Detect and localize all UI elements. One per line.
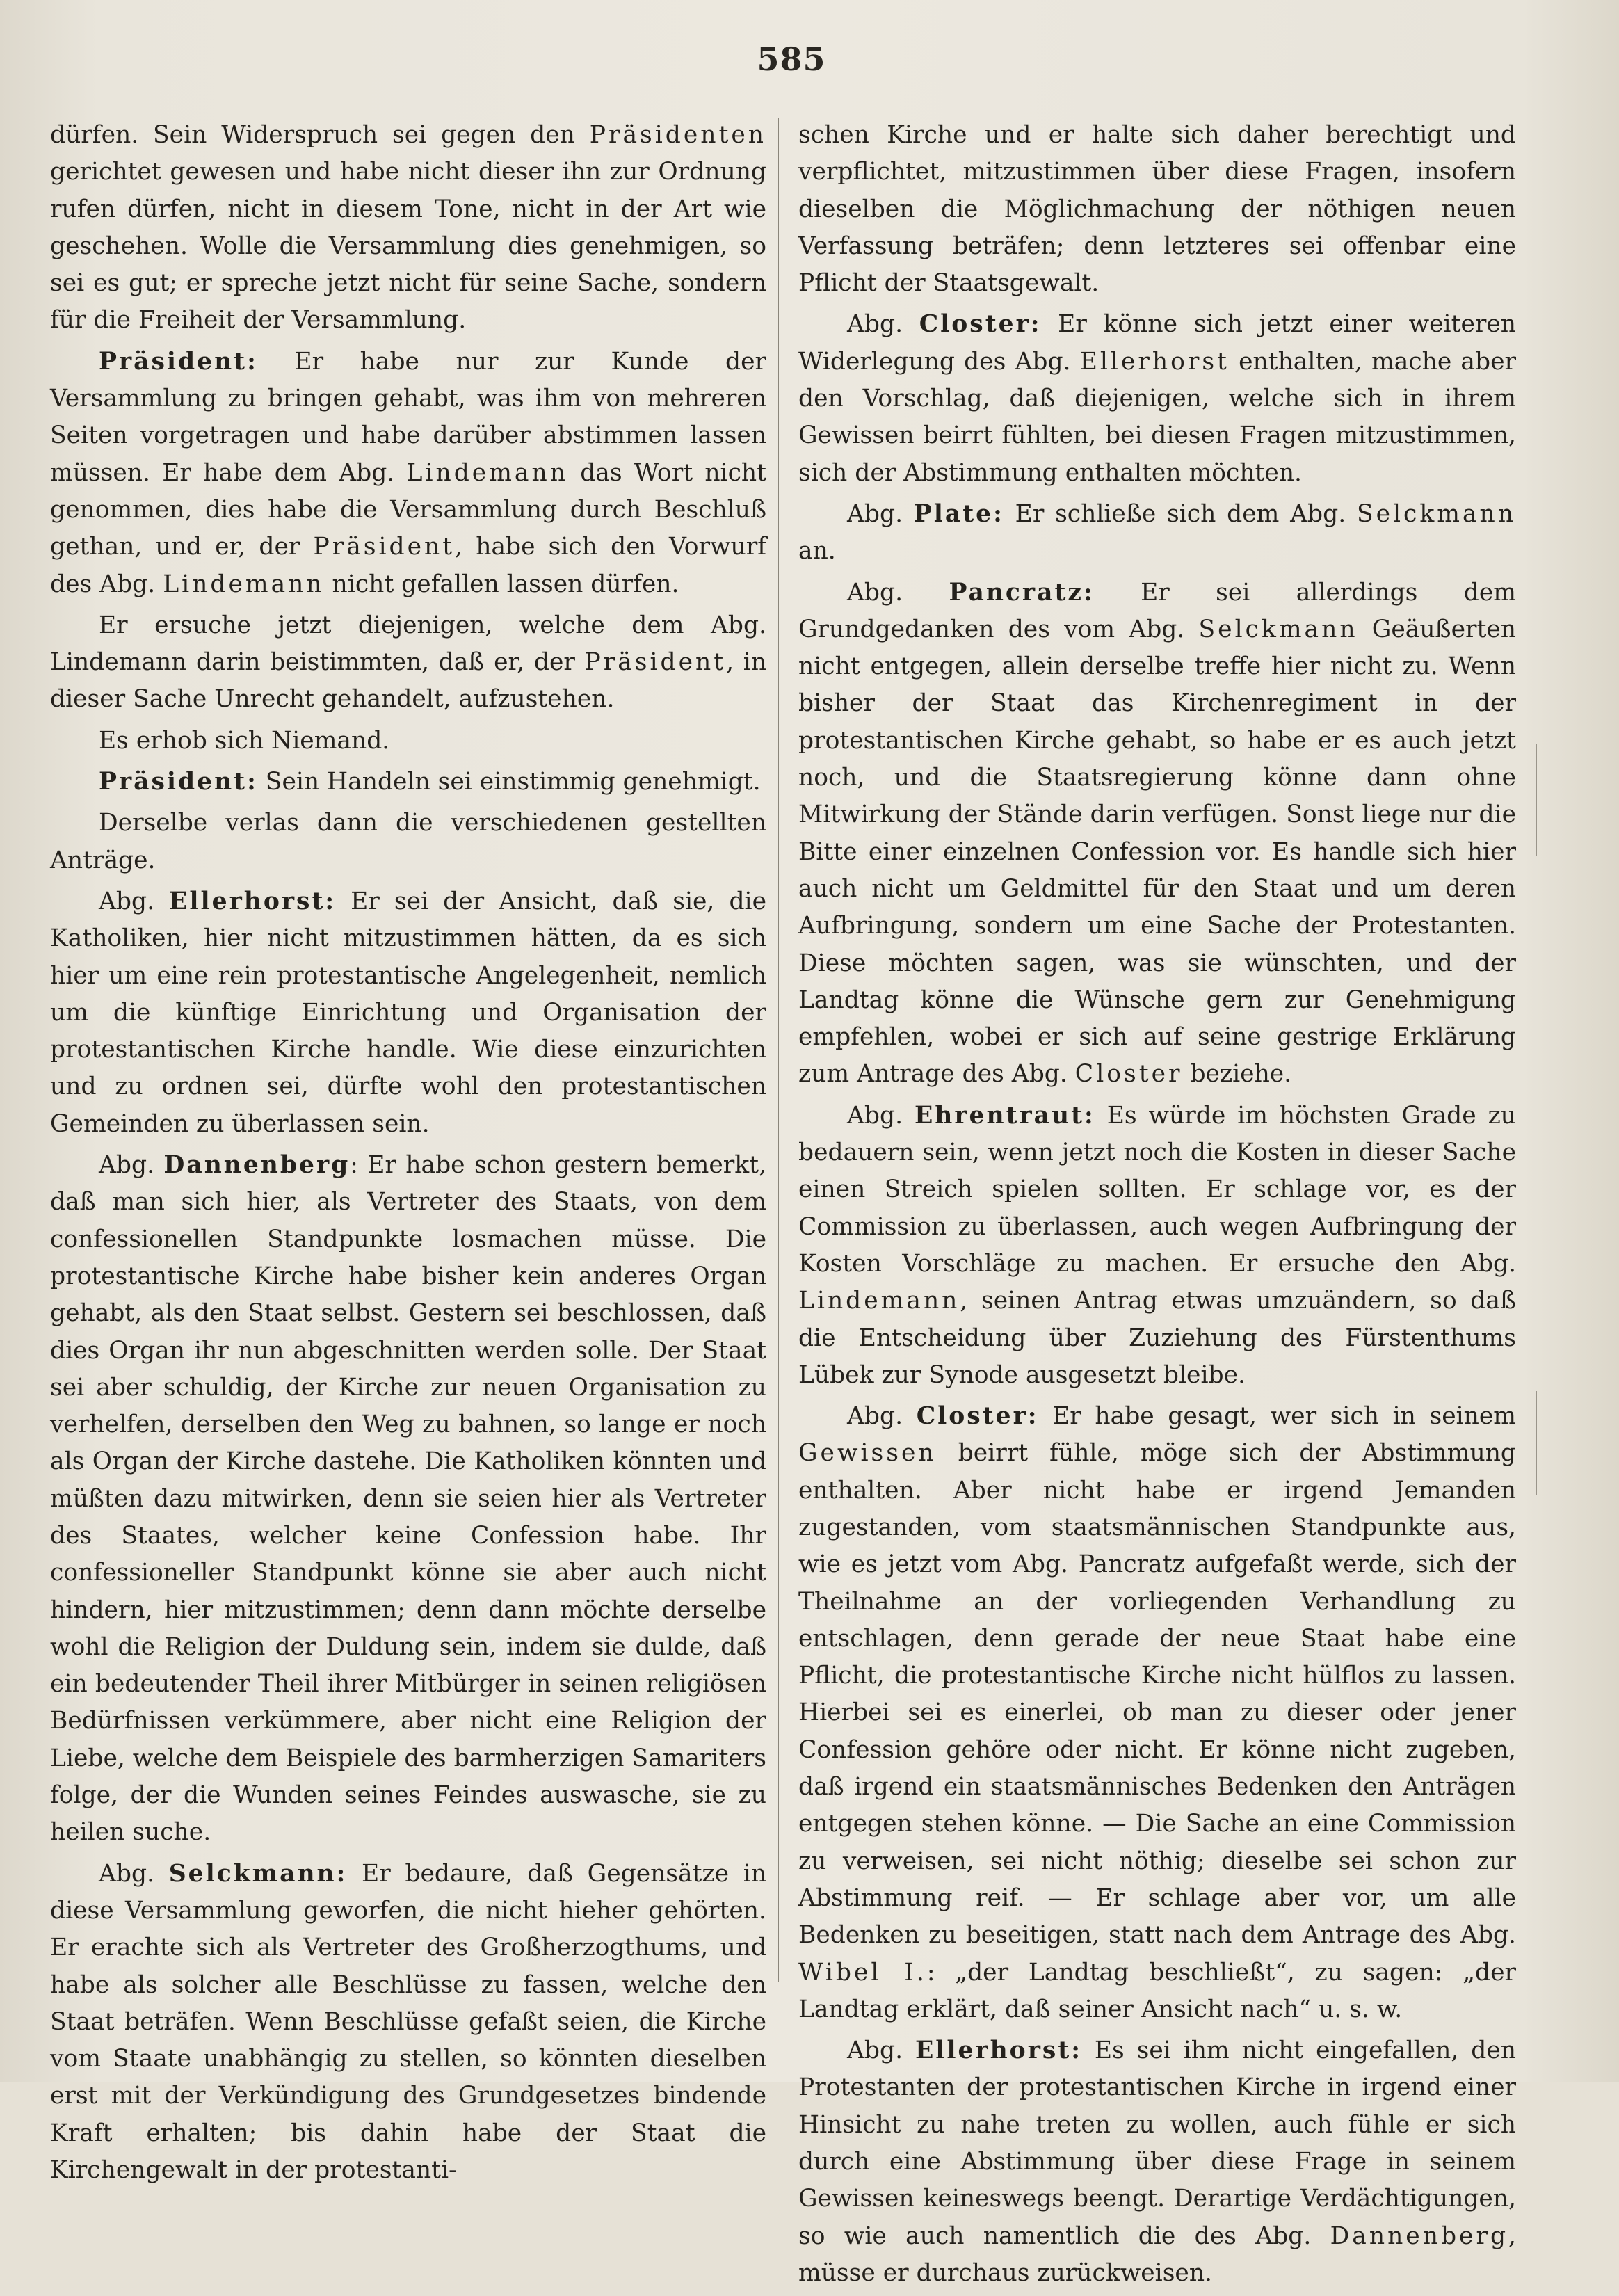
- abg-prefix: Abg.: [99, 1151, 164, 1180]
- paragraph: Derselbe verlas dann die verschiedenen gestellten Anträge.: [50, 809, 766, 874]
- text-run: Er ersuche jetzt diejenigen, welche dem Abg.: [99, 611, 766, 639]
- text-run: Er sei der Ansicht, daß sie, die Katholiken, hier nicht mitzustimmen hätten, da es sich hier um eine rein protestantische Angelegenheit, nemlich um die künftige Einrichtung und Organisation der protestantischen Kirche handle. Wie diese einzurichten und zu ordnen sei, dürfte wohl den protestantischen Gemeinden zu überlassen sein.: [50, 887, 766, 1138]
- speaker-name: Ehrentraut:: [914, 1101, 1095, 1130]
- spaced-name: Gewissen: [798, 1439, 937, 1468]
- text-run: Es sei ihm nicht eingefallen, den Protestanten der protestantischen Kirche in irgend einer Hinsicht zu nahe treten zu wollen, auch fühle er sich durch eine Abstimmung über diese Frage in seinem Gewissen keineswegs beengt. Derartige Verdächtigungen, so wie auch namentlich die des Abg.: [798, 2037, 1516, 2250]
- text-run: : „der Landtag beschließt“, zu sagen: „der Landtag erklärt, daß seiner Ansicht nach“ u. s. w.: [798, 1958, 1516, 2023]
- text-run: beziehe.: [1182, 1060, 1292, 1089]
- abg-prefix: Abg.: [847, 499, 914, 528]
- text-run: , müsse er durchaus zurückweisen.: [798, 2222, 1516, 2287]
- abg-prefix: Abg.: [99, 1859, 169, 1888]
- spaced-name: Lindemann: [798, 1287, 960, 1315]
- text-run: Er schließe sich dem Abg.: [1004, 499, 1357, 528]
- spaced-name: Lindemann: [163, 570, 325, 598]
- left-column: [50, 117, 766, 2193]
- speaker-name: Selckmann:: [168, 1859, 348, 1888]
- paragraph: [50, 1856, 766, 2190]
- text-run: Er habe nur zur Kunde der Versammlung zu bringen gehabt, was ihm von mehreren Seiten vorgetragen und habe darüber abstimmen lassen müssen. Er habe dem Abg.: [50, 347, 766, 487]
- paragraph: [50, 764, 766, 801]
- text-run: Es würde im höchsten Grade zu bedauern sein, wenn jetzt noch die Kosten in dieser Sache einen Streich spielen sollten. Er schlage vor, es der Commission zu überlassen, auch wegen Aufbringung der Kosten Vorschläge zu machen. Er ersuche den Abg.: [798, 1101, 1516, 1278]
- paragraph: schen Kirche und er halte sich daher berechtigt und verpflichtet, mitzustimmen über diese Fragen, insofern dieselben die Möglichmachung der nöthigen neuen Verfassung beträfen; denn letzteres sei offenbar eine Pflicht der Staatsgewalt.: [798, 121, 1516, 298]
- text-run: aufgefaßt werde, sich der Theilnahme an der vorliegenden Verhandlung zu entschlagen, denn gerade der neue Staat habe eine Pflicht, die protestantische Kirche nicht hülflos zu lassen. Hierbei sei es einerlei, ob man zu dieser oder jener Confession gehöre oder nicht. Er könne nicht zugeben, daß irgend ein staatsmännisches Bedenken den Anträgen entgegen stehen könne. — Die Sache an eine Commission zu verweisen, sei nicht nöthig; dieselbe sei schon zur Abstimmung reif. — Er schlage aber vor, um alle Bedenken zu beseitigen, statt nach dem Antrage des Abg.: [798, 1550, 1516, 1950]
- spaced-name: Wibel I.: [798, 1958, 927, 1986]
- text-run: Er sei allerdings dem Grundgedanken des vom Abg.: [798, 578, 1516, 643]
- margin-mark: [1536, 1391, 1537, 1495]
- paragraph: [50, 607, 766, 718]
- abg-prefix: Abg.: [847, 1101, 915, 1130]
- column-divider: [778, 118, 779, 1982]
- spaced-name: Präsident: [313, 533, 456, 561]
- paragraph: [798, 2032, 1516, 2292]
- text-run: , in dieser Sache Unrecht gehandelt, aufzustehen.: [50, 648, 766, 714]
- name: Pancratz: [1078, 1550, 1185, 1579]
- paragraph: [50, 344, 766, 603]
- text-run: , habe sich den Vorwurf des Abg.: [50, 533, 766, 598]
- text-run: Sein Handeln sei einstimmig genehmigt.: [257, 768, 761, 796]
- speaker-name: Ellerhorst:: [915, 2037, 1082, 2065]
- paragraph: [50, 1147, 766, 1852]
- name: Lindemann: [50, 648, 187, 677]
- speaker-name: Plate:: [913, 499, 1004, 528]
- paragraph: [798, 306, 1516, 491]
- text-run: : Er habe schon gestern bemerkt, daß man sich hier, als Vertreter des Staats, von dem confessionellen Standpunkte losmachen müsse. Die protestantische Kirche habe bisher kein anderes Organ gehabt, als den Staat selbst. Gestern sei beschlossen, daß dies Organ ihr nun abgeschnitten werden solle. Der Staat sei aber schuldig, der Kirche zur neuen Organisation zu verhelfen, derselben den Weg zu bahnen, so lange er noch als Organ der Kirche dastehe. Die Katholiken könnten und müßten dazu mitwirken, denn sie seien hier als Vertreter des Staates, welcher keine Confession habe. Ihr confessioneller Standpunkt könne sie aber auch nicht hindern, hier mitzustimmen; denn dann möchte derselbe wohl die Religion der Duldung sein, indem sie dulde, daß ein bedeutender Theil ihrer Mitbürger in seinen religiösen Bedürfnissen verkümmere, aber nicht eine Religion der Liebe, welche dem Beispiele des barmherzigen Samariters folge, der die Wunden seines Feindes auswasche, sie zu heilen suche.: [50, 1151, 766, 1847]
- paragraph: [50, 117, 766, 339]
- speaker-name: Dannenberg: [163, 1151, 351, 1180]
- spaced-name: Präsidenten: [589, 121, 766, 149]
- text-run: enthalten, mache aber den Vorschlag, daß diejenigen, welche sich in ihrem Gewissen beirrt fühlten, bei diesen Fragen mitzustimmen, sich der Abstimmung enthalten möchten.: [798, 347, 1516, 487]
- abg-prefix: Abg.: [847, 2037, 915, 2065]
- paragraph: [798, 575, 1516, 1093]
- text-run: das Wort nicht genommen, dies habe die Versammlung durch Beschluß gethan, und er, der: [50, 458, 766, 561]
- paragraph: [50, 883, 766, 1143]
- abg-prefix: Abg.: [847, 578, 949, 607]
- text-run: Er bedaure, daß Gegensätze in diese Versammlung geworfen, die nicht hieher gehörten. Er erachte sich als Vertreter des Großherzogthums, und habe als solcher alle Beschlüsse zu fassen, welche den Staat beträfen. Wenn Beschlüsse gefaßt seien, die Kirche vom Staate unabhängig zu stellen, so könnten dieselben erst mit der Verkündigung des Grundgesetzes bindende Kraft erhalten; bis dahin habe der Staat die Kirchengewalt in der protestanti-: [50, 1859, 766, 2185]
- speaker-name: Ellerhorst:: [169, 887, 337, 915]
- paragraph: [798, 1398, 1516, 2028]
- text-run: Er könne sich jetzt einer weiteren Widerlegung des Abg.: [798, 310, 1516, 376]
- spaced-name: Ellerhorst: [1079, 347, 1230, 376]
- text-run: , seinen Antrag etwas umzuändern, so daß die Entscheidung über Zuziehung des Fürstenthums Lübek zur Synode ausgesetzt bleibe.: [798, 1287, 1516, 1389]
- text-run: an.: [798, 537, 836, 565]
- text-run: gerichtet gewesen und habe nicht dieser ihn zur Ordnung rufen dürfen, nicht in diesem Tone, nicht in der Art wie geschehen. Wolle die Versammlung dies genehmigen, so sei es gut; er spreche jetzt nicht für seine Sache, sondern für die Freiheit der Versammlung.: [50, 158, 766, 335]
- abg-prefix: Abg.: [847, 310, 919, 339]
- abg-prefix: Abg.: [99, 887, 170, 915]
- speaker-name: Closter:: [919, 310, 1042, 339]
- speaker-name: Pancratz:: [949, 578, 1095, 607]
- speaker-name: Präsident:: [99, 347, 258, 376]
- paragraph: [798, 496, 1516, 570]
- spaced-name: Closter: [1074, 1060, 1183, 1089]
- speaker-name: Präsident:: [99, 768, 258, 796]
- spaced-name: Selckmann: [1356, 499, 1516, 528]
- text-run: beirrt fühle, möge sich der Abstimmung enthalten. Aber nicht habe er irgend Jemanden zugestanden, vom staatsmännischen Standpunkte aus, wie es jetzt vom Abg.: [798, 1439, 1516, 1579]
- margin-mark: [1536, 744, 1537, 856]
- abg-prefix: Abg.: [847, 1402, 917, 1431]
- text-run: Er habe gesagt, wer sich in seinem: [1038, 1402, 1516, 1431]
- spaced-name: Lindemann: [406, 458, 568, 487]
- paragraph: [798, 1098, 1516, 1394]
- text-run: nicht gefallen lassen dürfen.: [324, 570, 679, 598]
- spaced-name: Selckmann: [1198, 615, 1358, 643]
- spaced-name: Dannenberg: [1330, 2222, 1509, 2250]
- paragraph: Es erhob sich Niemand.: [99, 726, 390, 755]
- page-number: 585: [757, 40, 826, 78]
- text-run: dürfen. Sein Widerspruch sei gegen den: [50, 121, 590, 149]
- spaced-name: Präsident: [584, 648, 727, 677]
- text-run: darin beistimmten, daß er, der: [186, 648, 585, 677]
- speaker-name: Closter:: [916, 1402, 1039, 1431]
- right-column: [798, 117, 1516, 2296]
- text-run: Geäußerten nicht entgegen, allein derselbe treffe hier nicht zu. Wenn bisher der Staat das Kirchenregiment in der protestantischen Kirche gehabt, so habe er es auch jetzt noch, und die Staatsregierung könne dann ohne Mitwirkung der Stände darin verfügen. Sonst liege nur die Bitte einer einzelnen Confession vor. Es handle sich hier auch nicht um Geldmittel für den Staat und um deren Aufbringung, sondern um eine Sache der Protestanten. Diese möchten sagen, was sie wünschten, und der Landtag könne die Wünsche gern zur Genehmigung empfehlen, wobei er sich auf seine gestrige Erklärung zum Antrage des Abg.: [798, 615, 1516, 1089]
